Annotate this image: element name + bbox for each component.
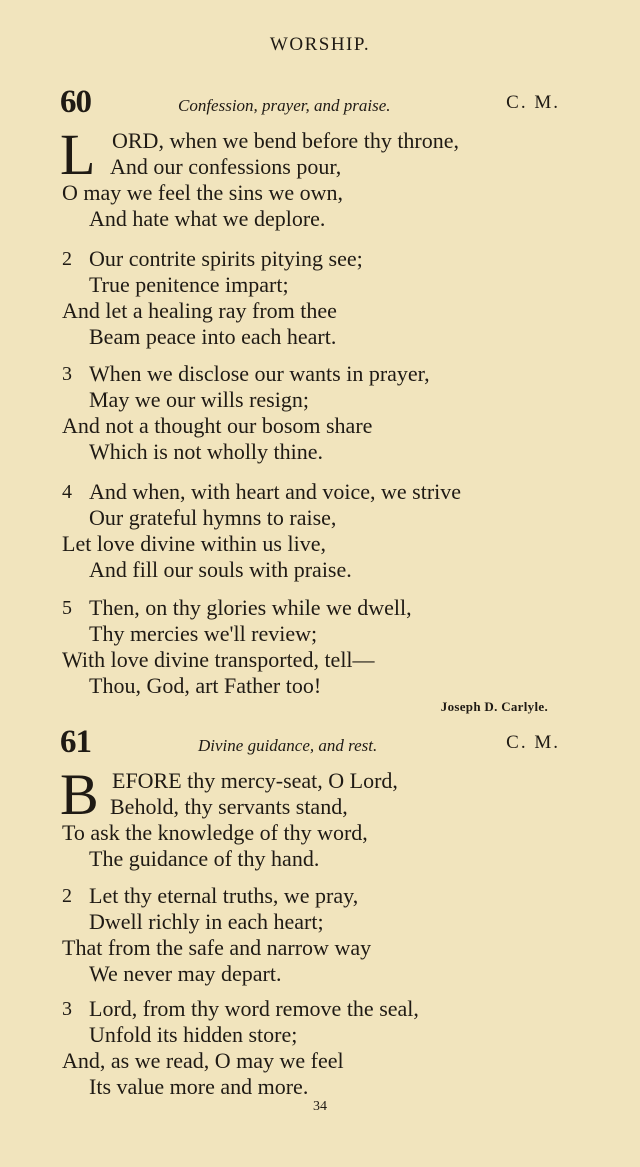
verse-line-text: And our confessions pour, — [110, 154, 342, 179]
hymn-number: 60 — [60, 84, 91, 120]
verse-line-text: The guidance of thy hand. — [89, 846, 320, 871]
verse-line-text: Behold, thy servants stand, — [110, 794, 348, 819]
verse-line-text: And fill our souls with praise. — [89, 557, 352, 582]
verse-line — [0, 298, 640, 324]
hymn-60-verse-2 — [0, 246, 640, 350]
verse-line — [0, 439, 640, 465]
verse-line — [0, 531, 640, 557]
verse-line-text: We never may depart. — [89, 961, 282, 986]
verse-line — [0, 128, 640, 154]
hymn-meter: C. M. — [506, 732, 560, 753]
verse-line — [0, 794, 640, 820]
verse-line-text: Our grateful hymns to raise, — [89, 505, 337, 530]
verse-line — [0, 1048, 640, 1074]
verse-number: 2 — [62, 248, 72, 270]
hymn-subject: Confession, prayer, and praise. — [178, 96, 391, 115]
verse-line-text: True penitence impart; — [89, 272, 289, 297]
verse-line — [0, 180, 640, 206]
verse-line — [0, 673, 640, 699]
verse-line — [0, 246, 640, 272]
verse-line — [0, 324, 640, 350]
verse-line-text: Thy mercies we'll review; — [89, 621, 318, 646]
verse-line — [0, 909, 640, 935]
verse-line-text: And hate what we deplore. — [89, 206, 326, 231]
verse-line-text: And let a healing ray from thee — [62, 298, 337, 323]
verse-line-text: May we our wills resign; — [89, 387, 309, 412]
verse-line-text: Then, on thy glories while we dwell, — [89, 595, 412, 620]
verse-line — [0, 768, 640, 794]
verse-line-text: Unfold its hidden store; — [89, 1022, 298, 1047]
hymn-60-verse-3 — [0, 361, 640, 465]
verse-line — [0, 272, 640, 298]
verse-line — [0, 846, 640, 872]
hymn-60-header — [0, 84, 640, 124]
verse-line — [0, 154, 640, 180]
hymn-author: Joseph D. Carlyle. — [440, 699, 548, 714]
verse-line-text: Beam peace into each heart. — [89, 324, 337, 349]
verse-line — [0, 479, 640, 505]
hymn-meter: C. M. — [506, 92, 560, 113]
verse-line — [0, 595, 640, 621]
verse-line-text: Its value more and more. — [89, 1074, 309, 1099]
verse-line-text: Our contrite spirits pitying see; — [89, 246, 363, 271]
page-number: 34 — [313, 1099, 327, 1114]
verse-number: 3 — [62, 363, 72, 385]
verse-number: 4 — [62, 481, 72, 503]
hymn-number: 61 — [60, 724, 91, 760]
verse-line-text: O may we feel the sins we own, — [62, 180, 344, 205]
verse-line — [0, 935, 640, 961]
verse-line — [0, 361, 640, 387]
verse-line — [0, 505, 640, 531]
hymn-60-verse-5 — [0, 595, 640, 699]
drop-cap: L — [60, 122, 96, 187]
verse-line-text: When we disclose our wants in prayer, — [89, 361, 430, 386]
verse-line-text: To ask the knowledge of thy word, — [62, 820, 368, 845]
verse-line — [0, 996, 640, 1022]
verse-line-text: Which is not wholly thine. — [89, 439, 324, 464]
verse-number: 5 — [62, 597, 72, 619]
verse-line — [0, 1074, 640, 1100]
hymn-61-header — [0, 724, 640, 764]
verse-line-text: Dwell richly in each heart; — [89, 909, 324, 934]
running-head: WORSHIP. — [269, 34, 371, 55]
verse-line-text: ORD, when we bend before thy throne, — [112, 128, 460, 153]
verse-line-text: Thou, God, art Father too! — [89, 673, 322, 698]
verse-line-text: And, as we read, O may we feel — [62, 1048, 344, 1073]
verse-line — [0, 206, 640, 232]
verse-line — [0, 621, 640, 647]
hymn-61-verse-3 — [0, 996, 640, 1100]
verse-line — [0, 387, 640, 413]
verse-line — [0, 961, 640, 987]
hymn-60-verse-1 — [0, 122, 640, 232]
verse-line-text: Let love divine within us live, — [62, 531, 326, 556]
verse-line-text: Let thy eternal truths, we pray, — [89, 883, 359, 908]
hymn-60-verse-4 — [0, 479, 640, 583]
verse-line — [0, 413, 640, 439]
verse-line — [0, 1022, 640, 1048]
verse-line — [0, 820, 640, 846]
verse-line-text: Lord, from thy word remove the seal, — [89, 996, 419, 1021]
verse-number: 2 — [62, 885, 72, 907]
verse-line — [0, 557, 640, 583]
verse-number: 3 — [62, 998, 72, 1020]
hymn-61-verse-1 — [0, 762, 640, 872]
verse-line-text: With love divine transported, tell— — [62, 647, 375, 672]
hymn-subject: Divine guidance, and rest. — [198, 736, 378, 755]
drop-cap: B — [60, 762, 99, 827]
verse-line-text: EFORE thy mercy-seat, O Lord, — [112, 768, 398, 793]
verse-line-text: That from the safe and narrow way — [62, 935, 372, 960]
hymn-61-verse-2 — [0, 883, 640, 987]
verse-line-text: And when, with heart and voice, we strive — [89, 479, 462, 504]
verse-line — [0, 647, 640, 673]
verse-line-text: And not a thought our bosom share — [62, 413, 373, 438]
verse-line — [0, 883, 640, 909]
